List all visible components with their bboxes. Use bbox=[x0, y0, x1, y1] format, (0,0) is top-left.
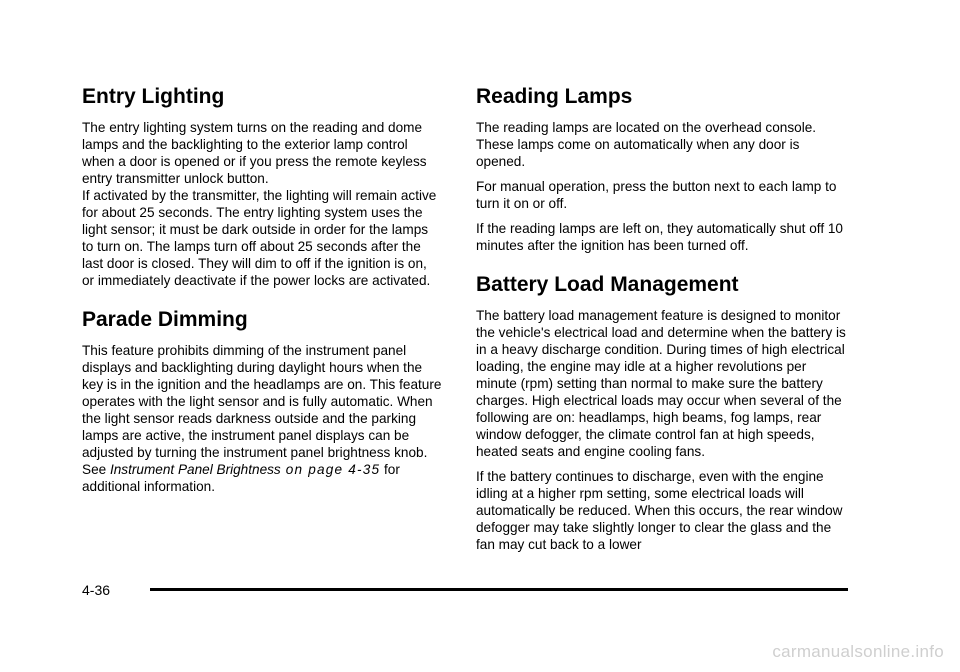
parade-dimming-paragraph bbox=[82, 342, 442, 495]
parade-dimming-text-end: for additional information. bbox=[82, 462, 400, 495]
reading-lamps-paragraph-1: The reading lamps are located on the overhead console. These lamps come on automatically when any door is opened. bbox=[476, 120, 817, 170]
battery-load-management-heading: Battery Load Management bbox=[476, 273, 739, 297]
entry-lighting-paragraph-2: If activated by the transmitter, the lighting will remain active for about 25 seconds. The entry lighting system uses the light sensor; it must be dark outside in order for the lamps to turn on. The lamps turn off about 25 seconds after the last door is closed. They will dim to off if the ignition is on, or immediately deactivate if the power locks are activated. bbox=[82, 188, 437, 289]
reading-lamps-paragraph-3: If the reading lamps are left on, they automatically shut off 10 minutes after the ignition has been turned off. bbox=[476, 221, 843, 254]
battery-load-management-paragraph-1: The battery load management feature is designed to monitor the vehicle's electrical load and determine when the battery is in a heavy discharge condition. During times of high electrical loading, the engine may idle at a higher revolutions per minute (rpm) setting than normal to make sure the battery charges. High electrical loads may occur when several of the following are on: headlamps, high beams, fog lamps, rear window defogger, the climate control fan at high speeds, heated seats and engine cooling fans. bbox=[476, 308, 846, 460]
parade-dimming-heading: Parade Dimming bbox=[82, 308, 248, 332]
footer-divider bbox=[150, 588, 848, 591]
left-column bbox=[82, 82, 442, 503]
battery-load-management-paragraph-2: If the battery continues to discharge, even with the engine idling at a higher rpm setting, some electrical loads will automatically be reduced. When this occurs, the rear window defogger may take slightly longer to clear the glass and the fan may cut back to a lower bbox=[476, 469, 843, 553]
right-column bbox=[476, 82, 848, 561]
reading-lamps-paragraph-2: For manual operation, press the button next to each lamp to turn it on or off. bbox=[476, 179, 837, 212]
entry-lighting-heading: Entry Lighting bbox=[82, 85, 225, 108]
parade-dimming-text: This feature prohibits dimming of the instrument panel displays and backlighting during daylight hours when the key is in the ignition and the headlamps are on. This feature operates with the light sensor and is fully automatic. When the light sensor reads darkness outside and the parking lamps are active, the instrument panel displays can be adjusted by turning the instrument panel brightness knob. See bbox=[82, 343, 442, 478]
reading-lamps-heading: Reading Lamps bbox=[476, 85, 633, 108]
page-number: 4-36 bbox=[82, 582, 111, 598]
watermark: carmanualsonline.info bbox=[772, 642, 944, 661]
page-reference-link[interactable]: on page 4-35 bbox=[280, 462, 381, 478]
entry-lighting-paragraph-1: The entry lighting system turns on the reading and dome lamps and the backlighting to the exterior lamp control when a door is opened or if you press the remote keyless entry transmitter unlock button. bbox=[82, 120, 427, 187]
instrument-panel-brightness-link[interactable]: Instrument Panel Brightness bbox=[109, 462, 281, 478]
